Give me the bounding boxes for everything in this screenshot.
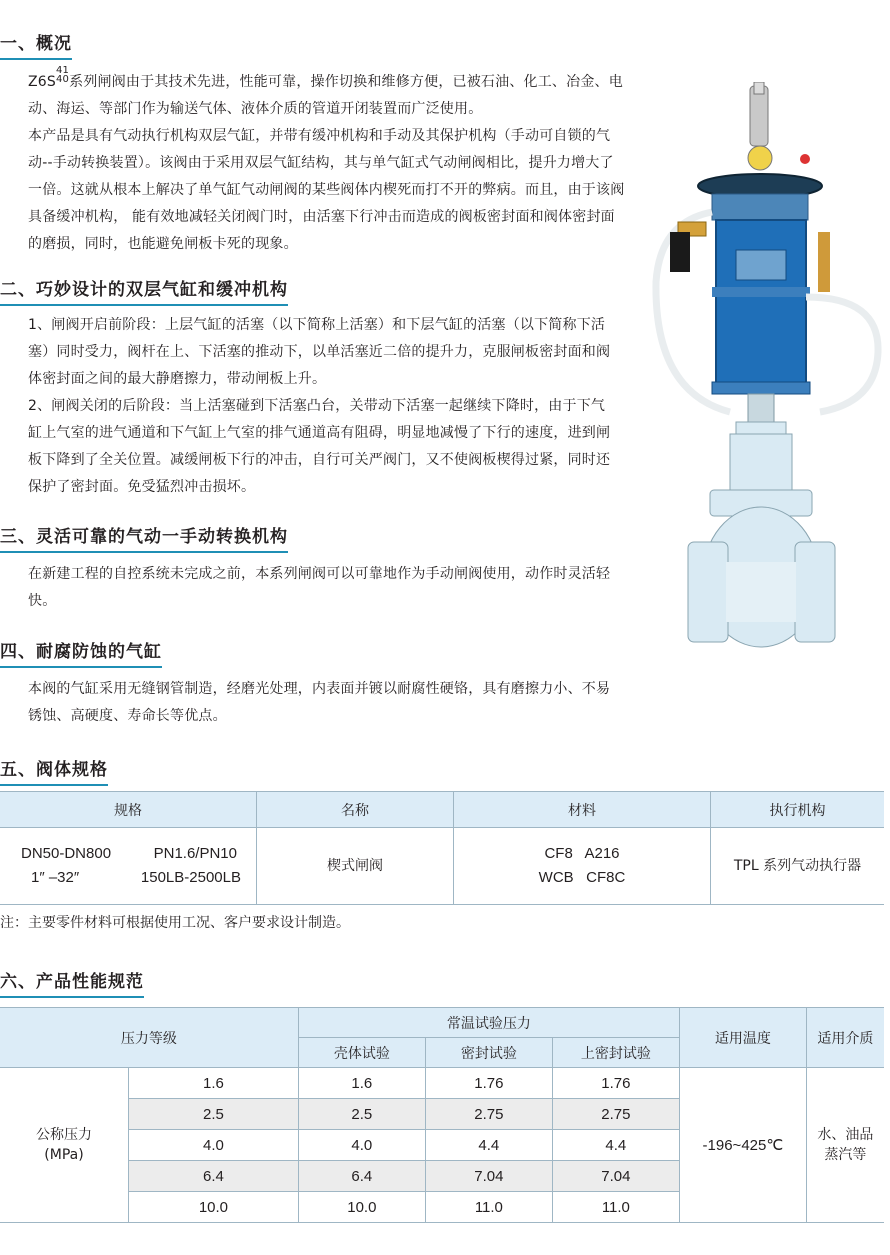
perf-cell: 6.4 <box>298 1161 425 1192</box>
section-3-body: 在新建工程的自控系统未完成之前，本系列闸阀可以可靠地作为手动闸阀使用，动作时灵活轻快。 <box>28 566 611 609</box>
model-code: Z6S <box>28 74 56 90</box>
section-1-body <box>0 66 625 258</box>
perf-cell: 2.75 <box>425 1099 552 1130</box>
perf-cell: 6.4 <box>129 1161 299 1192</box>
perf-cell: 1.76 <box>552 1068 679 1099</box>
perf-cell: 2.5 <box>129 1099 299 1130</box>
section-1-para-2: 本产品是具有气动执行机构双层气缸，并带有缓冲机构和手动及其保护机构（手动可自锁的气动--手动转换装置）。该阀由于采用双层气缸结构，其与单气缸式气动闸阀相比，提升力增大了一倍。这就从根本上解决了单气缸气动闸阀的某些阀体内楔死而打不开的弊病。而且，由于该阀具备缓冲机构， 能有效地减轻关闭阀门时，由活塞下行冲击而造成的阀板密封面和阀体密封面的磨损，同时，也能避免闸板卡死的现象。 <box>28 128 625 252</box>
perf-cell: 11.0 <box>425 1192 552 1223</box>
section-2-title: 二、巧妙设计的双层气缸和缓冲机构 <box>0 278 288 306</box>
spec-header-spec: 规格 <box>0 792 257 828</box>
perf-header-test-group: 常温试验压力 <box>298 1008 679 1038</box>
section-2-para-2: 2、闸阀关闭的后阶段：当上活塞碰到下活塞凸台，关带动下活塞一起继续下降时，由于下气缸上气室的进气通道和下气缸上气室的排气通道高有阻碍，明显地减慢了下行的速度，进到闸板下降到了全关位置。减缓闸板下行的冲击，自行可关严阀门，又不使阀板楔得过紧，同时还保护了密封面。免受猛烈冲击损坏。 <box>28 398 611 495</box>
spec-note: 注：主要零件材料可根据使用工况、客户要求设计制造。 <box>0 915 350 931</box>
section-4-body: 本阀的气缸采用无缝钢管制造，经磨光处理，内表面并镀以耐腐性硬铬，具有磨擦力小、不易锈蚀、高硬度、寿命长等优点。 <box>28 681 611 724</box>
perf-header-temp: 适用温度 <box>679 1008 806 1068</box>
spec-cell-size: DN50-DN800 PN1.6/PN10 1″ –32″ 150LB-2500LB <box>0 828 257 905</box>
section-5-title: 五、阀体规格 <box>0 758 108 786</box>
section-2-para-1: 1、闸阀开启前阶段：上层气缸的活塞（以下简称上活塞）和下层气缸的活塞（以下简称下活塞）同时受力，阀杆在上、下活塞的推动下，以单活塞近二倍的提升力，克服闸板密封面和阀体密封面之间的最大静磨擦力，带动闸板上升。 <box>28 317 611 387</box>
performance-table <box>0 1007 884 1223</box>
spec-header-actuator: 执行机构 <box>711 792 885 828</box>
perf-cell: 2.5 <box>298 1099 425 1130</box>
perf-cell: 10.0 <box>129 1192 299 1223</box>
perf-cell: 4.0 <box>298 1130 425 1161</box>
spec-cell-name: 楔式闸阀 <box>257 828 454 905</box>
section-1-title: 一、概况 <box>0 32 72 60</box>
perf-cell: 1.76 <box>425 1068 552 1099</box>
perf-cell: 4.4 <box>425 1130 552 1161</box>
perf-cell: 10.0 <box>298 1192 425 1223</box>
perf-cell: 4.0 <box>129 1130 299 1161</box>
perf-row-label: 公称压力 (MPa) <box>0 1068 129 1223</box>
spec-header-material: 材料 <box>454 792 711 828</box>
perf-cell: 11.0 <box>552 1192 679 1223</box>
section-3-title: 三、灵活可靠的气动一手动转换机构 <box>0 525 288 553</box>
perf-cell: 7.04 <box>552 1161 679 1192</box>
section-1-para-1: $Z6S^{41 40}$系列闸阀由于其技术先进，性能可靠，操作切换和维修方便，已被石油、化工、冶金、电动、海运、等部门作为输送气体、液体介质的管道开闭装置而广泛使用。 <box>28 65 623 117</box>
section-2-body <box>0 312 612 501</box>
perf-header-pressure-class: 压力等级 <box>0 1008 298 1068</box>
spec-cell-material: CF8 A216 WCB CF8C <box>454 828 711 905</box>
perf-cell: 7.04 <box>425 1161 552 1192</box>
perf-header-upper-seal: 上密封试验 <box>552 1038 679 1068</box>
pneumatic-gate-valve-icon <box>640 82 885 652</box>
spec-header-name: 名称 <box>257 792 454 828</box>
section-6-title: 六、产品性能规范 <box>0 970 144 998</box>
model-fraction: 41 40 <box>56 65 70 85</box>
spec-cell-actuator: TPL 系列气动执行器 <box>711 828 885 905</box>
perf-header-medium: 适用介质 <box>806 1008 884 1068</box>
perf-cell: 4.4 <box>552 1130 679 1161</box>
section-4-title: 四、耐腐防蚀的气缸 <box>0 640 162 668</box>
perf-cell: 2.75 <box>552 1099 679 1130</box>
perf-medium: 水、油品 蒸汽等 <box>806 1068 884 1223</box>
spec-table <box>0 791 884 905</box>
perf-header-seal: 密封试验 <box>425 1038 552 1068</box>
table-row <box>0 1068 884 1099</box>
perf-header-shell: 壳体试验 <box>298 1038 425 1068</box>
perf-cell: 1.6 <box>298 1068 425 1099</box>
perf-cell: 1.6 <box>129 1068 299 1099</box>
perf-temp: -196~425℃ <box>679 1068 806 1223</box>
